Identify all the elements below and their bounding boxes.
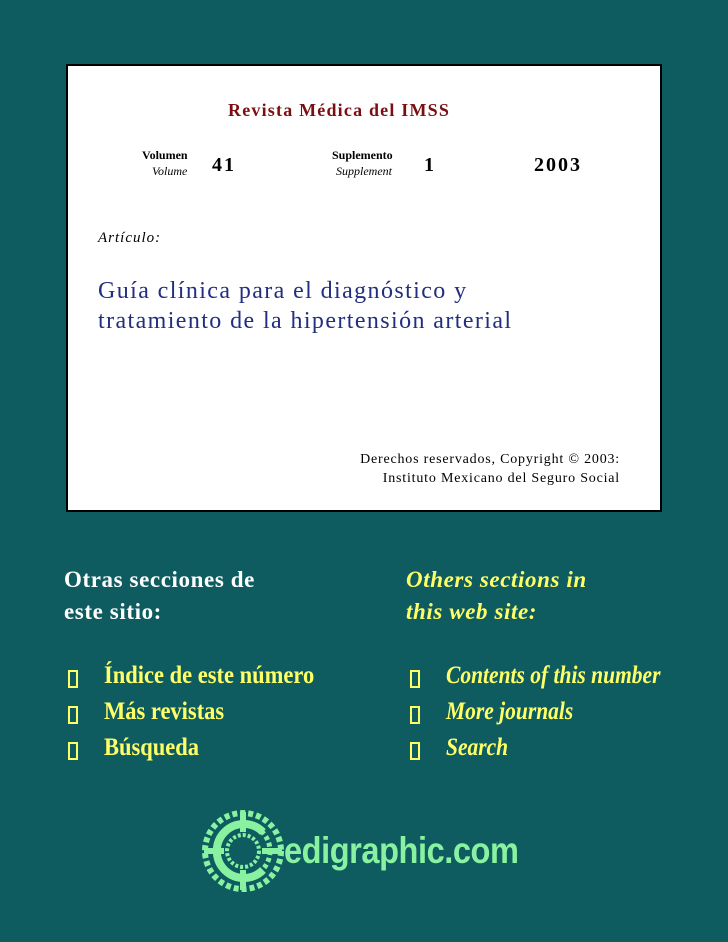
supplement-number: 1 xyxy=(424,154,436,176)
bullet-box-icon xyxy=(68,706,78,724)
list-item xyxy=(64,698,384,734)
sections-heading-es xyxy=(64,564,255,628)
search-link-en[interactable]: Search xyxy=(446,734,509,761)
journal-title: Revista Médica del IMSS xyxy=(228,100,451,120)
more-journals-link-es[interactable]: Más revistas xyxy=(104,698,225,725)
copyright-line: Derechos reservados, Copyright © 2003: xyxy=(360,452,620,467)
heading-line: Otras secciones de xyxy=(64,567,255,592)
search-link-es[interactable]: Búsqueda xyxy=(104,734,200,761)
list-item xyxy=(64,734,384,770)
article-info-card xyxy=(66,64,662,512)
index-link[interactable]: Índice de este número xyxy=(104,662,315,689)
medigraphic-brand-text[interactable]: edigraphic.com xyxy=(284,830,519,871)
heading-line: this web site: xyxy=(406,599,538,624)
bullet-box-icon xyxy=(68,742,78,760)
medigraphic-logo-icon[interactable] xyxy=(200,808,286,894)
supplement-label-en: Supplement xyxy=(336,164,392,178)
article-label: Artículo: xyxy=(98,230,162,246)
bullet-box-icon xyxy=(410,706,420,724)
article-title-line: Guía clínica para el diagnóstico y xyxy=(98,278,468,304)
bullet-box-icon xyxy=(410,670,420,688)
heading-line: Others sections in xyxy=(406,567,587,592)
bullet-box-icon xyxy=(68,670,78,688)
site-links-es xyxy=(64,662,384,770)
sections-heading-en xyxy=(406,564,587,628)
volume-label-es: Volumen xyxy=(142,148,188,162)
site-links-en xyxy=(406,662,728,770)
volume-number: 41 xyxy=(212,154,236,176)
list-item xyxy=(406,662,728,698)
article-title xyxy=(98,276,512,336)
article-title-line: tratamiento de la hipertensión arterial xyxy=(98,308,513,334)
list-item xyxy=(64,662,384,698)
bullet-box-icon xyxy=(410,742,420,760)
volume-label-en: Volume xyxy=(152,164,188,178)
contents-link[interactable]: Contents of this number xyxy=(446,662,661,689)
copyright-notice xyxy=(360,450,620,488)
supplement-label-es: Suplemento xyxy=(332,148,393,162)
copyright-line: Instituto Mexicano del Seguro Social xyxy=(382,471,620,486)
more-journals-link-en[interactable]: More journals xyxy=(446,698,574,725)
heading-line: este sitio: xyxy=(64,599,162,624)
list-item xyxy=(406,698,728,734)
publication-year: 2003 xyxy=(534,154,582,176)
list-item xyxy=(406,734,728,770)
